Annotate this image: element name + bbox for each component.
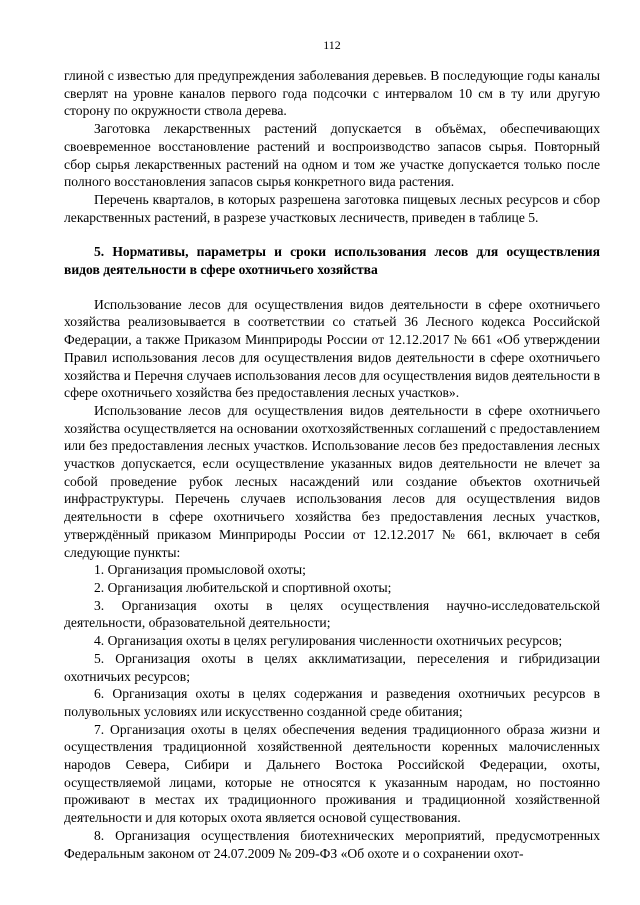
list-item: 5. Организация охоты в целях акклиматизации, переселения и гибридизации охотничьих ресурсов; (64, 650, 600, 684)
page-number: 112 (323, 38, 341, 52)
list-item: 3. Организация охоты в целях осуществления научно-исследовательской деятельности, образовательной деятельности; (64, 597, 600, 631)
list-item: 2. Организация любительской и спортивной охоты; (94, 579, 392, 595)
list-item: 8. Организация осуществления биотехнических мероприятий, предусмотренных Федеральным законом от 24.07.2009 № 209-ФЗ «Об охоте и о сохранении охот- (64, 827, 600, 861)
document-body (64, 67, 600, 862)
paragraph-quarters-list: Перечень кварталов, в которых разрешена заготовка пищевых лесных ресурсов и сбор лекарственных растений, в разрезе участковых лесничеств, приведен в таблице 5. (64, 191, 600, 225)
list-item: 1. Организация промысловой охоты; (94, 562, 306, 578)
list-item: 6. Организация охоты в целях содержания и разведения охотничьих ресурсов в полувольных условиях или искусственно созданной среде обитания; (64, 686, 600, 719)
list-item: 7. Организация охоты в целях обеспечения ведения традиционного образа жизни и осуществления традиционной хозяйственной деятельности коренных малочисленных народов Севера, Сибири и Дальнего Востока Российской Федерации, охоты, осуществляемой лицами, которые не относятся к указанным народам, но постоянно проживают в местах их традиционного проживания и традиционной хозяйственной деятельности и для которых охота является основой существования. (64, 721, 600, 826)
list-item: 4. Организация охоты в целях регулирования численности охотничьих ресурсов; (94, 633, 563, 649)
paragraph-medicinal-plants: Заготовка лекарственных растений допускается в объёмах, обеспечивающих своевременное восстановление растений и воспроизводство запасов сырья. Повторный сбор сырья лекарственных растений на одном и том же участке допускается только после полного восстановления запасов сырья конкретного вида растения. (64, 121, 600, 190)
paragraph-hunting-legal-basis: Использование лесов для осуществления видов деятельности в сфере охотничьего хозяйства реализовывается в соответствии со статьей 36 Лесного кодекса Российской Федерации, а также Приказом Минприроды России от 12.12.2017 № 661 «Об утверждении Правил использования лесов для осуществления видов деятельности в сфере охотничьего хозяйства и Перечня случаев использования лесов для осуществления видов деятельности в сфере охотничьего хозяйства без предоставления лесных участков». (64, 296, 600, 401)
paragraph-continuation: глиной с известью для предупреждения заболевания деревьев. В последующие годы каналы сверлят на уровне каналов первого года подсочки с интервалом 10 см в ту или другую сторону по окружности ствола дерева. (64, 68, 600, 119)
hunting-cases-list (64, 561, 600, 862)
paragraph-hunting-agreements: Использование лесов для осуществления видов деятельности в сфере охотничьего хозяйства осуществляется на основании охотхозяйственных соглашений с предоставлением или без предоставления лесных участков. Использование лесов без предоставления лесных участков допускается, если осуществление указанных видов деятельности не влечет за собой проведение рубок лесных насаждений или создание объектов охотничьей инфраструктуры. Перечень случаев использования лесов для осуществления видов деятельности в сфере охотничьего хозяйства без предоставления лесных участков, утверждённый приказом Минприроды России от 12.12.2017 № 661, включает в себя следующие пункты: (64, 402, 600, 560)
section-heading: 5. Нормативы, параметры и сроки использования лесов для осуществления видов деятельности в сфере охотничьего хозяйства (64, 244, 600, 278)
